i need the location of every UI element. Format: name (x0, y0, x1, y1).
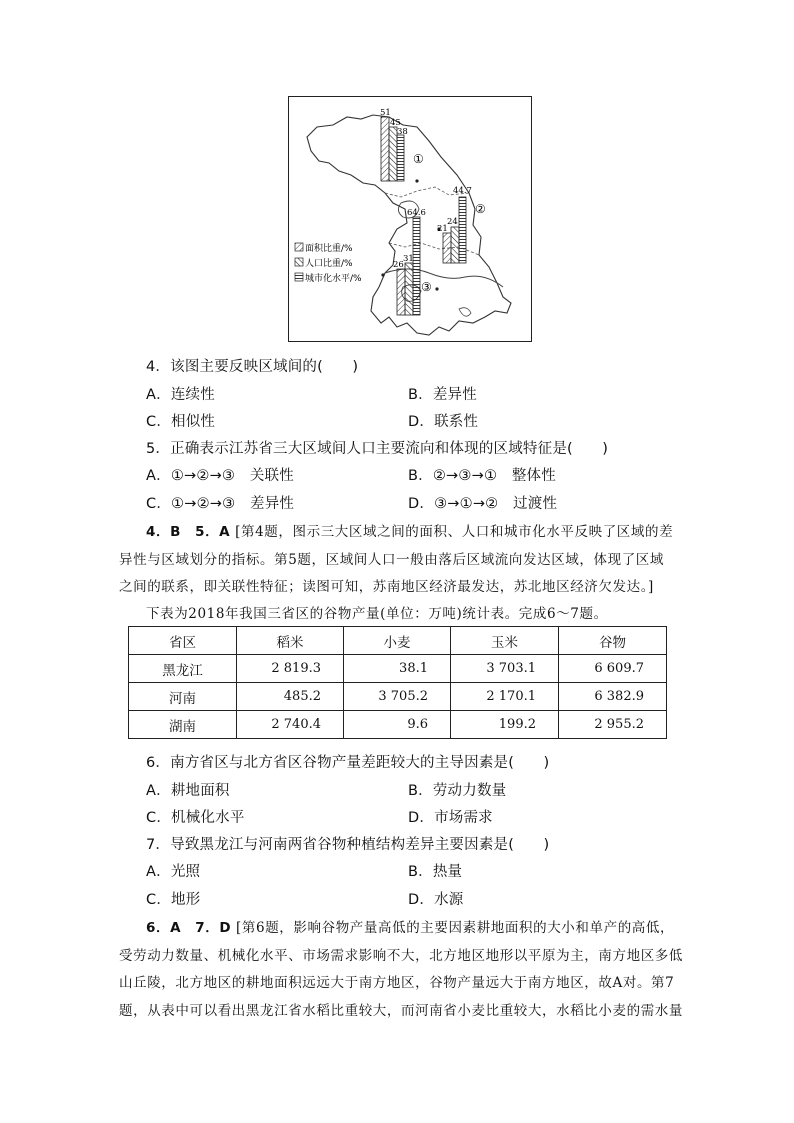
answer-6-7-key: 6．A 7．D (146, 920, 232, 936)
bar-r1-label-pop: 45 (390, 118, 401, 128)
bar-r2-urban (459, 197, 466, 263)
table-cell: 485.2 (237, 683, 344, 711)
table-header: 玉米 (451, 627, 559, 655)
bar-r3-label-area: 26 (393, 260, 404, 270)
bar-r3-label-urban: 64.6 (407, 208, 426, 218)
table-row (129, 683, 667, 711)
q7-option-d: D．水源 (408, 892, 464, 908)
table-cell: 9.6 (344, 711, 451, 739)
bar-r1-label-urban: 38 (397, 127, 408, 137)
answer-4-5-line3: 之间的联系，即关联性特征；读图可知，苏南地区经济最发达，苏北地区经济欠发达。] (119, 579, 654, 595)
region-label-1: ① (413, 152, 424, 166)
bar-r3-area (397, 269, 405, 315)
bar-r1-pop (389, 127, 397, 181)
bars-region-1 (380, 108, 408, 181)
q4-option-b: B．差异性 (408, 387, 477, 403)
jiangsu-map-figure (288, 96, 532, 342)
bar-r3-urban (413, 217, 420, 315)
q6-stem: 6．南方省区与北方省区谷物产量差距较大的主导因素是( ) (146, 755, 550, 771)
island (459, 308, 471, 317)
q4-option-c: C．相似性 (146, 414, 216, 430)
bar-r2-area (443, 233, 451, 263)
table-cell: 湖南 (129, 711, 237, 739)
table-header: 省区 (129, 627, 237, 655)
q6-option-a: A．耕地面积 (146, 783, 230, 799)
q5-option-d: D．③→①→② 过渡性 (408, 496, 558, 512)
table-cell: 3 705.2 (344, 683, 451, 711)
answer-6-7-text1: [第6题，影响谷物产量高低的主要因素耕地面积的大小和单产的高低， (236, 920, 675, 936)
table-cell: 2 170.1 (451, 683, 559, 711)
region-label-2: ② (475, 202, 486, 216)
q5-option-b: B．②→③→① 整体性 (408, 468, 556, 484)
table-header: 小麦 (344, 627, 451, 655)
map-legend (295, 242, 362, 284)
table-intro: 下表为2018年我国三省区的谷物产量(单位：万吨)统计表。完成6～7题。 (146, 606, 608, 622)
bar-r3-pop (405, 263, 413, 315)
table-header: 谷物 (559, 627, 667, 655)
answer-6-7-line2: 受劳动力数量、机械化水平、市场需求影响不大，北方地区地形以平原为主，南方地区多低 (119, 948, 683, 964)
table-header: 稻米 (237, 627, 344, 655)
q6-option-d: D．市场需求 (408, 810, 493, 826)
table-cell: 黑龙江 (129, 655, 237, 683)
q6-option-b: B．劳动力数量 (408, 783, 507, 799)
bar-r2-pop (451, 227, 459, 263)
bars-region-2 (437, 186, 472, 263)
jiangsu-map-svg (289, 97, 531, 341)
q4-option-d: D．联系性 (408, 414, 479, 430)
answer-6-7-line1 (146, 916, 674, 936)
table-cell: 河南 (129, 683, 237, 711)
bar-r2-label-urban: 44.7 (453, 186, 472, 196)
legend-urbanization: 城市化水平/% (305, 274, 362, 284)
answer-4-5-text1: [第4题，图示三大区域之间的面积、人口和城市化水平反映了区域的差 (235, 524, 674, 540)
q5-option-a: A．①→②→③ 关联性 (146, 468, 294, 484)
answer-6-7-line4: 题，从表中可以看出黑龙江省水稻比重较大，而河南省小麦比重较大，水稻比小麦的需水量 (119, 1003, 683, 1019)
answer-4-5-key: 4．B 5．A (146, 524, 231, 540)
bar-r3-label-pop: 31 (403, 254, 414, 264)
bar-r2-label-area: 21 (437, 224, 448, 234)
bar-r1-label-area: 51 (380, 108, 391, 118)
table-header-row (129, 627, 667, 655)
q7-option-a: A．光照 (146, 864, 201, 880)
bar-r1-area (381, 117, 389, 181)
table-cell: 6 382.9 (559, 683, 667, 711)
q7-option-b: B．热量 (408, 864, 463, 880)
table-cell: 2 955.2 (559, 711, 667, 739)
bars-region-3 (393, 208, 426, 315)
grain-output-table (128, 626, 667, 739)
q7-option-c: C．地形 (146, 892, 201, 908)
table-cell: 2 819.3 (237, 655, 344, 683)
bar-r2-label-pop: 24 (447, 217, 458, 227)
q5-stem: 5．正确表示江苏省三大区域间人口主要流向和体现的区域特征是( ) (146, 441, 609, 457)
answer-4-5-line2: 异性与区域划分的指标。第5题，区域间人口一般由落后区域流向发达区域，体现了区域 (119, 552, 664, 568)
q7-stem: 7．导致黑龙江与河南两省谷物种植结构差异主要因素是( ) (146, 837, 550, 853)
legend-area: 面积比重/% (305, 244, 353, 254)
table-cell: 6 609.7 (559, 655, 667, 683)
answer-6-7-line3: 山丘陵，北方地区的耕地面积远远大于南方地区，谷物产量远大于南方地区，故A对。第7 (119, 975, 675, 991)
table-cell: 199.2 (451, 711, 559, 739)
table-row (129, 711, 667, 739)
table-cell: 3 703.1 (451, 655, 559, 683)
q4-option-a: A．连续性 (146, 387, 215, 403)
q6-option-c: C．机械化水平 (146, 810, 245, 826)
q5-option-c: C．①→②→③ 差异性 (146, 496, 295, 512)
region-label-3: ③ (421, 280, 432, 294)
table-row (129, 655, 667, 683)
bar-r1-urban (397, 135, 404, 181)
table-cell: 2 740.4 (237, 711, 344, 739)
q4-stem: 4．该图主要反映区域间的( ) (146, 359, 359, 375)
answer-4-5-line1 (146, 520, 673, 540)
legend-population: 人口比重/% (305, 259, 353, 269)
table-cell: 38.1 (344, 655, 451, 683)
